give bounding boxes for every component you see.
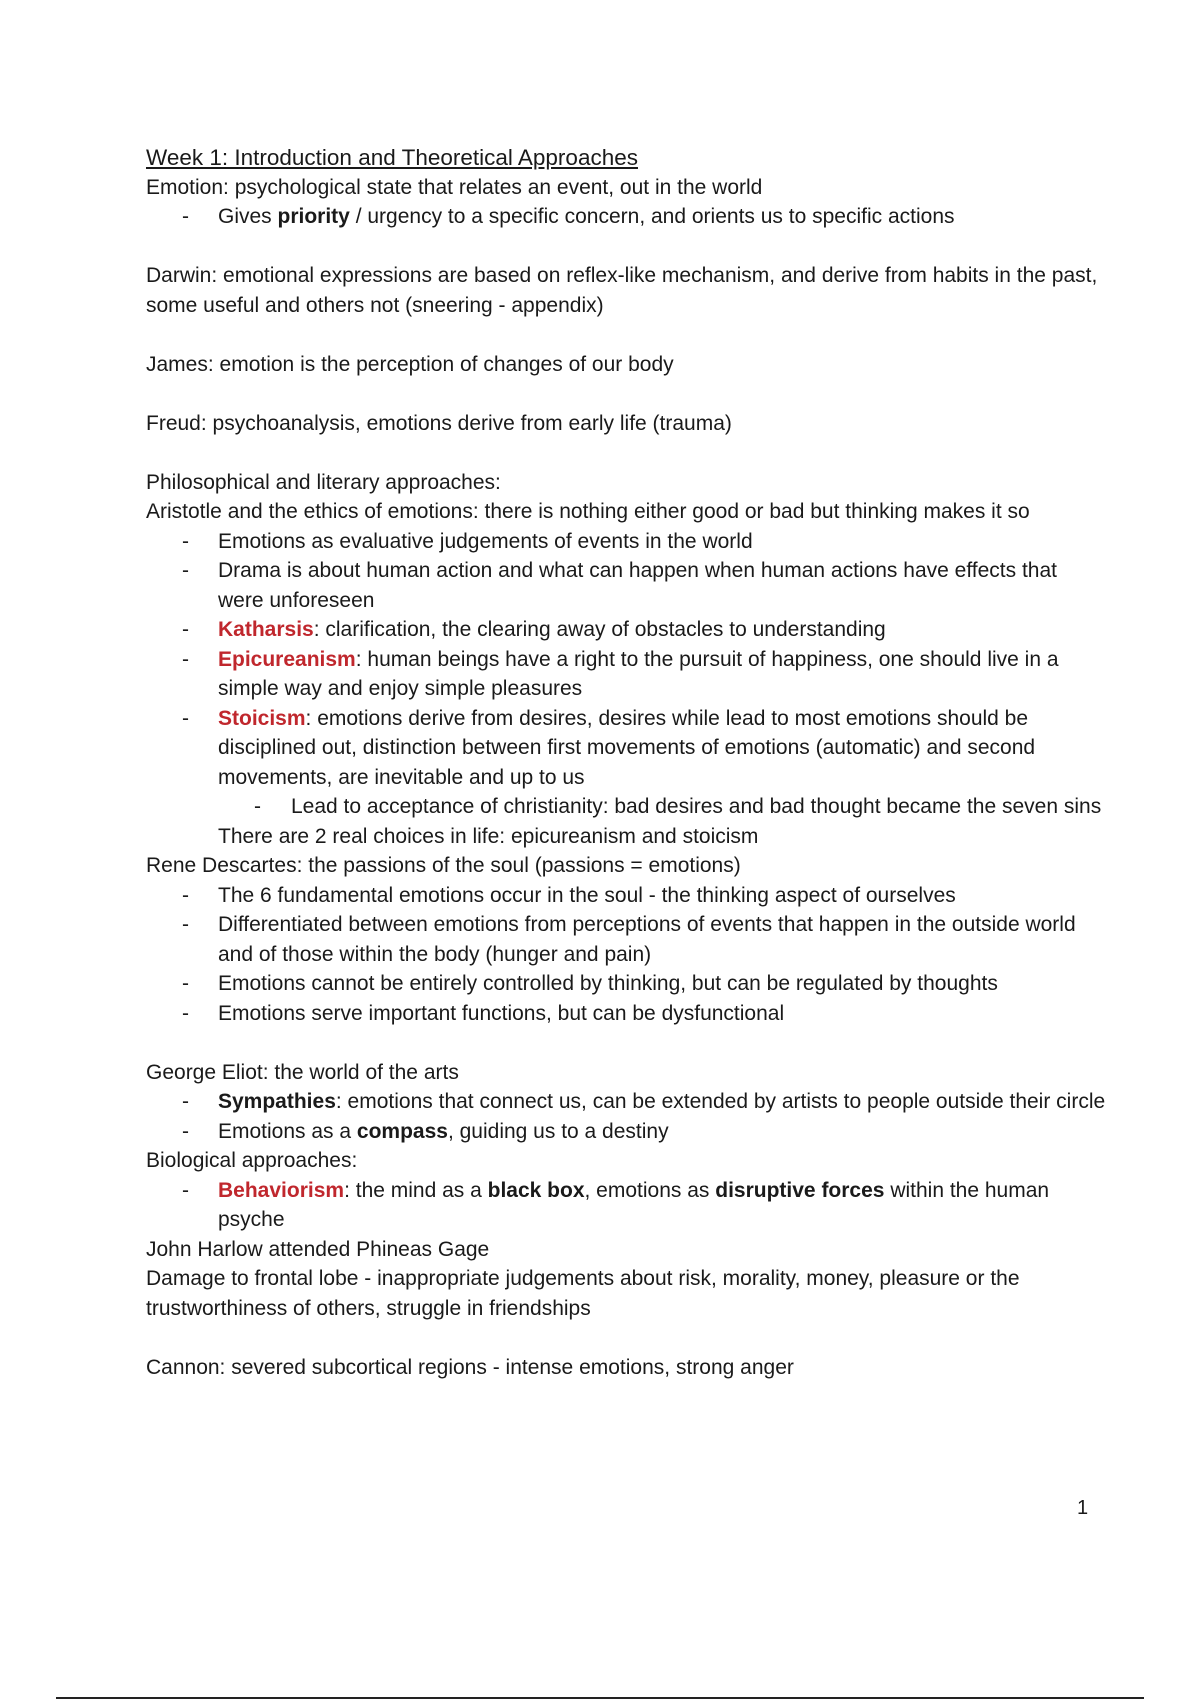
philosophical-heading: Philosophical and literary approaches: bbox=[146, 470, 501, 494]
katharsis-bullet: - Katharsis: clarification, the clearing away of obstacles to understanding bbox=[146, 615, 1106, 645]
compass-bullet: - Emotions as a compass, guiding us to a destiny bbox=[146, 1117, 1106, 1147]
aristotle-paragraph: Aristotle and the ethics of emotions: there is nothing either good or bad but thinking makes it so bbox=[146, 500, 1030, 523]
page-title: Week 1: Introduction and Theoretical Approaches bbox=[146, 145, 638, 170]
behaviorism-bullet: - Behaviorism: the mind as a black box, emotions as disruptive forces within the human psyche bbox=[146, 1176, 1106, 1235]
page-number: 1 bbox=[1077, 1497, 1089, 1519]
james-paragraph: James: emotion is the perception of changes of our body bbox=[146, 352, 674, 376]
two-choices-note: There are 2 real choices in life: epicureanism and stoicism bbox=[218, 824, 759, 848]
emotion-definition: Emotion: psychological state that relates an event, out in the world bbox=[146, 175, 763, 199]
aristotle-bullet: - Emotions as evaluative judgements of events in the world bbox=[146, 527, 1106, 557]
stoicism-sub-bullet: - Lead to acceptance of christianity: bad desires and bad thought became the seven sins bbox=[146, 792, 1106, 822]
sympathies-bullet: - Sympathies: emotions that connect us, can be extended by artists to people outside their circle bbox=[146, 1087, 1106, 1117]
descartes-paragraph: Rene Descartes: the passions of the soul (passions = emotions) bbox=[146, 854, 741, 877]
cannon-paragraph: Cannon: severed subcortical regions - intense emotions, strong anger bbox=[146, 1355, 794, 1379]
eliot-paragraph: George Eliot: the world of the arts bbox=[146, 1060, 459, 1084]
descartes-bullet: - The 6 fundamental emotions occur in the soul - the thinking aspect of ourselves bbox=[146, 881, 1106, 911]
emotion-bullet: - Gives priority / urgency to a specific concern, and orients us to specific actions bbox=[146, 202, 1106, 232]
harlow-paragraph: John Harlow attended Phineas Gage bbox=[146, 1237, 490, 1261]
descartes-bullet: - Emotions cannot be entirely controlled by thinking, but can be regulated by thoughts bbox=[146, 969, 1106, 999]
biological-heading: Biological approaches: bbox=[146, 1149, 358, 1172]
descartes-bullet: - Differentiated between emotions from perceptions of events that happen in the outside world and of those within the body (hunger and pain) bbox=[146, 910, 1106, 969]
notes-page bbox=[146, 143, 1106, 1382]
freud-paragraph: Freud: psychoanalysis, emotions derive from early life (trauma) bbox=[146, 411, 732, 435]
stoicism-bullet: - Stoicism: emotions derive from desires, desires while lead to most emotions should be disciplined out, distinction between first movements of emotions (automatic) and second movements, are inevitable and up to us bbox=[146, 704, 1106, 793]
frontal-lobe-paragraph: Damage to frontal lobe - inappropriate judgements about risk, morality, money, pleasure or the trustworthiness of others, struggle in friendships bbox=[146, 1267, 1020, 1320]
darwin-paragraph: Darwin: emotional expressions are based on reflex-like mechanism, and derive from habits in the past, some useful and others not (sneering - appendix) bbox=[146, 264, 1098, 317]
aristotle-bullet: - Drama is about human action and what can happen when human actions have effects that were unforeseen bbox=[146, 556, 1106, 615]
descartes-bullet: - Emotions serve important functions, but can be dysfunctional bbox=[146, 999, 1106, 1029]
epicureanism-bullet: - Epicureanism: human beings have a right to the pursuit of happiness, one should live in a simple way and enjoy simple pleasures bbox=[146, 645, 1106, 704]
page-divider bbox=[56, 1697, 1144, 1699]
